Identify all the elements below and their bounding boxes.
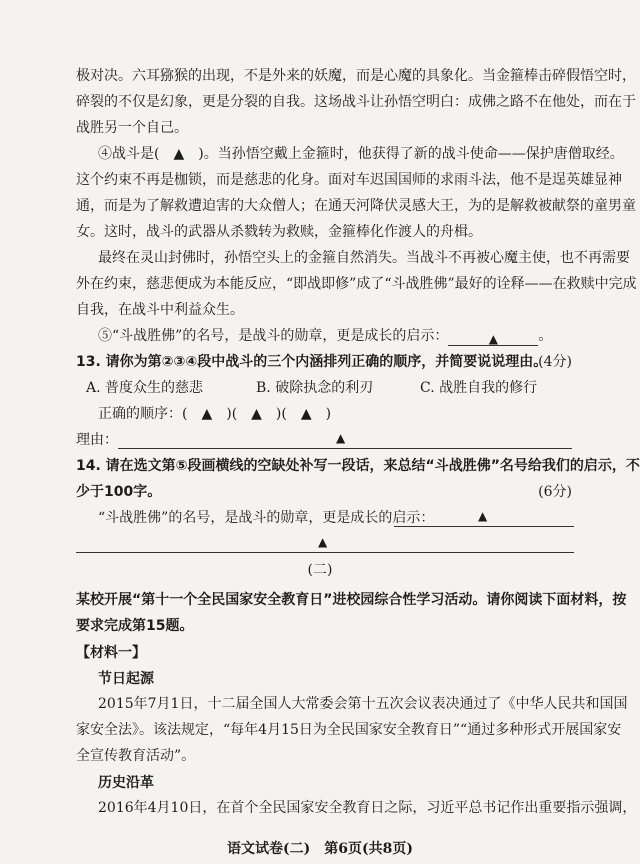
material-line: 2015年7月1日，十二届全国人大常委会第十五次会议表决通过了《中华人民共和国国: [98, 696, 628, 712]
material-label: 【材料一】: [76, 645, 146, 661]
passage-line: 外在约束，慈悲便成为本能反应，“即战即修”成了“斗战胜佛”最好的诠释——在救赎中完成: [76, 276, 637, 292]
paragraph-5-line: [98, 326, 576, 346]
question-14-score: (6分): [538, 484, 572, 500]
passage-line: 碎裂的不仅是幻象，更是分裂的自我。这场战斗让孙悟空明白：成佛之路不在他处，而在于: [76, 94, 636, 110]
question-14-answer-prefix: “斗战胜佛”的名号，是战斗的勋章，更是成长的启示：: [98, 510, 435, 526]
answer-marker: ▲: [478, 509, 488, 523]
material-line: 家安全法》。该法规定，“每年4月15日为全民国家安全教育日”“通过多种形式开展国家安: [76, 722, 622, 738]
answer-line[interactable]: [76, 552, 574, 553]
passage-line: 通，而是为了解救遭迫害的大众僧人；在通天河降伏灵感大王，为的是解救被献祭的童男童: [76, 198, 636, 214]
answer-marker: ▲: [336, 431, 346, 445]
passage-line: 自我，在战斗中利益众生。: [76, 302, 244, 318]
question-13-text: 13. 请你为第②③④段中战斗的三个内涵排列正确的顺序，并简要说说理由。: [76, 354, 548, 370]
subheading: 节日起源: [98, 671, 154, 687]
material-line: 全宣传教育活动”。: [76, 748, 196, 764]
passage-line: 最终在灵山封佛时，孙悟空头上的金箍自然消失。当战斗不再被心魔主使，也不再需要: [98, 250, 630, 266]
answer-marker: ▲: [318, 535, 328, 549]
section-intro: 某校开展“第十一个全民国家安全教育日”进校园综合性学习活动。请你阅读下面材料，按: [76, 592, 627, 608]
question-13-score: (4分): [538, 354, 572, 370]
passage-line: 战胜另一个自己。: [76, 120, 188, 136]
answer-marker: ▲: [488, 332, 498, 346]
material-line: 2016年4月10日，在首个全民国家安全教育日之际，习近平总书记作出重要指示强调，: [98, 800, 637, 816]
reason-answer-line[interactable]: [118, 448, 572, 449]
option-b: B. 破除执念的利刃: [256, 380, 374, 396]
option-a: A. 普度众生的慈悲: [86, 380, 204, 396]
section-heading: (二): [307, 562, 333, 578]
paragraph-5-suffix: 。: [538, 328, 553, 344]
question-14-text-cont: 少于100字。: [76, 484, 162, 500]
passage-line: ④战斗是( ▲ )。当孙悟空戴上金箍时，他获得了新的战斗使命——保护唐僧取经。: [98, 146, 624, 162]
page-footer: 语文试卷(二) 第6页(共8页): [227, 841, 413, 857]
section-intro-cont: 要求完成第15题。: [76, 618, 194, 634]
subheading: 历史沿革: [98, 775, 154, 791]
passage-line: 极对决。六耳猕猴的出现，不是外来的妖魔，而是心魔的具象化。当金箍棒击碎假悟空时，: [76, 68, 636, 84]
question-14-text: 14. 请在选文第⑤段画横线的空缺处补写一段话，来总结“斗战胜佛”名号给我们的启示，不: [76, 458, 640, 474]
paragraph-5-prefix: ⑤“斗战胜佛”的名号，是战斗的勋章，更是成长的启示：: [98, 328, 449, 344]
passage-line: 这个约束不再是枷锁，而是慈悲的化身。面对车迟国国师的求雨斗法，他不是逞英雄显神: [76, 172, 622, 188]
order-answer[interactable]: 正确的顺序：( ▲ )( ▲ )( ▲ ): [98, 406, 332, 422]
paragraph-5-blank[interactable]: [448, 329, 538, 346]
answer-line[interactable]: [394, 526, 574, 527]
passage-line: 女。这时，战斗的武器从杀戮转为救赎，金箍棒化作渡人的舟楫。: [76, 224, 482, 240]
reason-label: 理由：: [76, 432, 118, 448]
option-c: C. 战胜自我的修行: [420, 380, 538, 396]
